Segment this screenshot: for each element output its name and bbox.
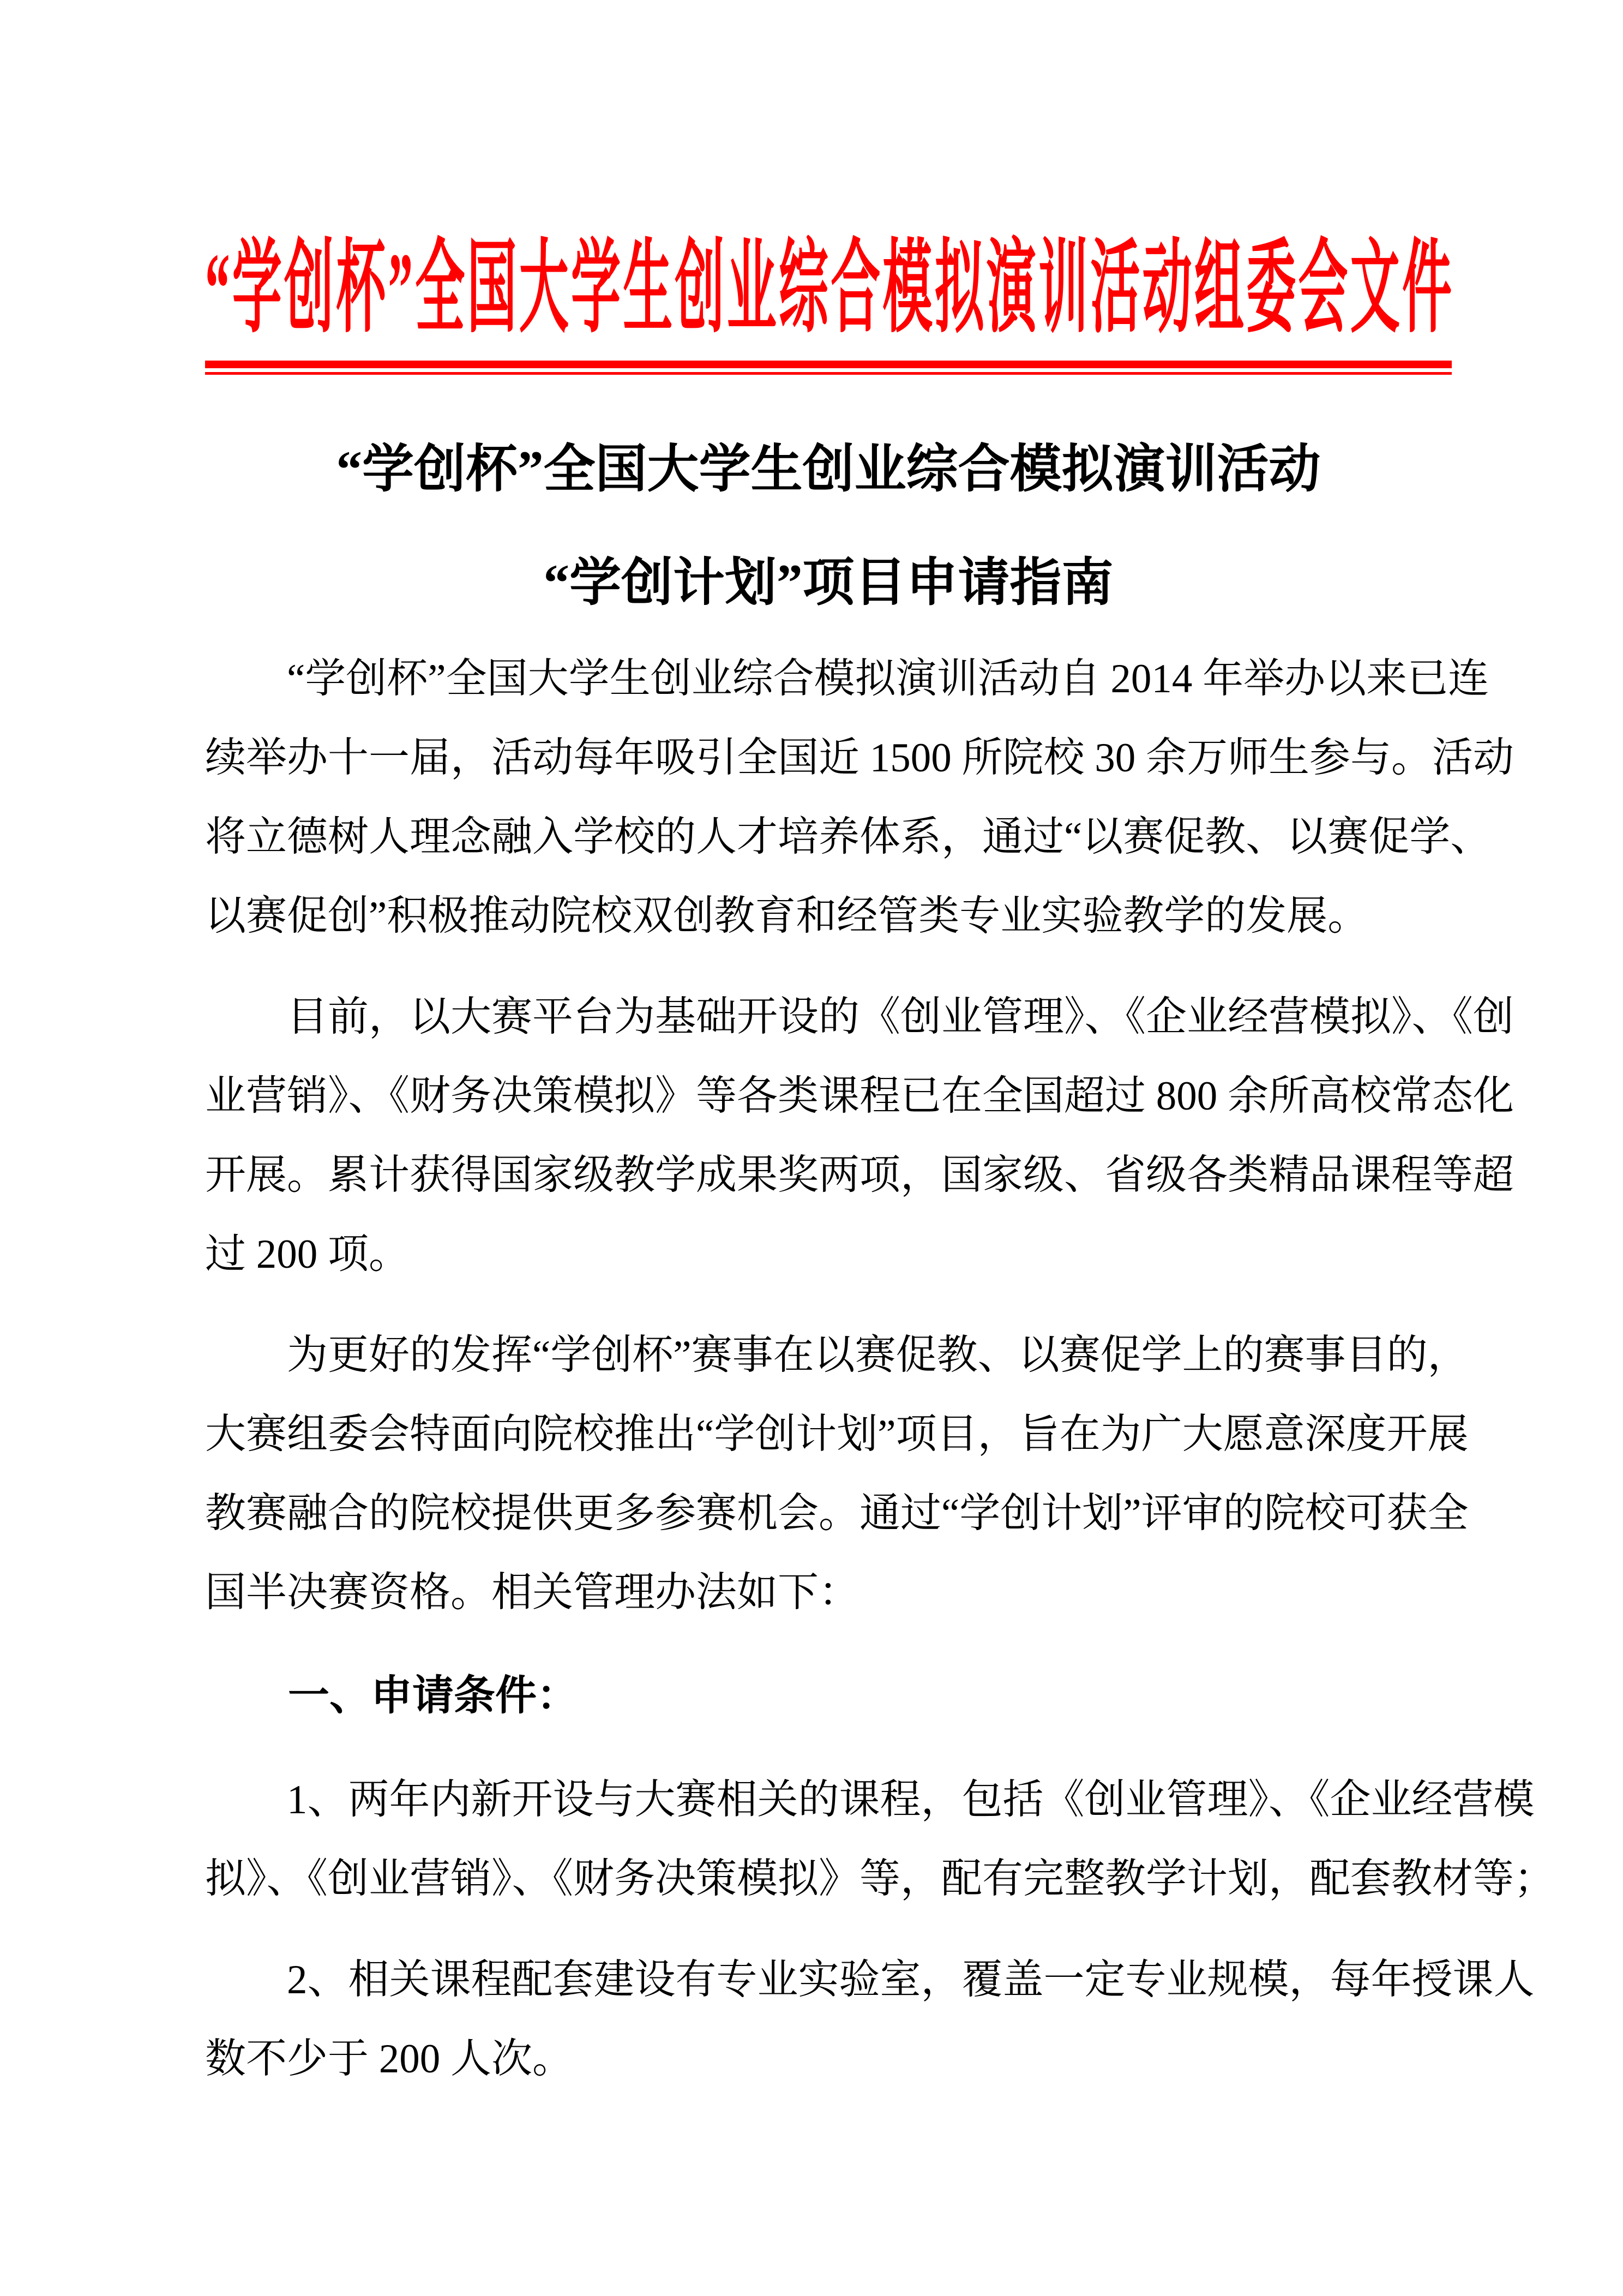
document-header-banner <box>205 232 1452 345</box>
text-line: 国半决赛资格。相关管理办法如下： <box>205 1570 860 1615</box>
paragraph-condition-2 <box>205 1940 1535 2099</box>
text-line: 数不少于 200 人次。 <box>205 2036 574 2082</box>
divider-thick-line <box>205 361 1452 368</box>
document-title <box>205 412 1452 639</box>
banner-text: “学创杯”全国大学生创业综合模拟演训活动组委会文件 <box>205 232 1452 345</box>
paragraph-purpose <box>205 1316 1469 1632</box>
text-line: 将立德树人理念融入学校的人才培养体系，通过“以赛促教、以赛促学、 <box>205 814 1492 860</box>
divider-thin-line <box>205 372 1452 375</box>
document-body <box>205 639 1555 2099</box>
text-line: 续举办十一届，活动每年吸引全国近 1500 所院校 30 余万师生参与。活动 <box>205 735 1514 781</box>
document-content <box>0 232 1623 2099</box>
paragraph-condition-1 <box>205 1760 1555 1919</box>
title-line-1: “学创杯”全国大学生创业综合模拟演训活动 <box>336 440 1321 498</box>
title-line-2: “学创计划”项目申请指南 <box>543 554 1114 612</box>
header-divider <box>205 361 1452 375</box>
text-line: 大赛组委会特面向院校推出“学创计划”项目，旨在为广大愿意深度开展 <box>205 1412 1469 1457</box>
text-line: 拟》、《创业营销》、《财务决策模拟》等，配有完整教学计划，配套教材等； <box>205 1856 1555 1902</box>
text-line: 业营销》、《财务决策模拟》等各类课程已在全国超过 800 余所高校常态化 <box>205 1074 1514 1119</box>
text-line: 开展。累计获得国家级教学成果奖两项，国家级、省级各类精品课程等超 <box>205 1153 1514 1198</box>
section-heading-application-conditions: 一、申请条件： <box>288 1673 578 1719</box>
text-line: 1、两年内新开设与大赛相关的课程，包括《创业管理》、《企业经营模 <box>287 1777 1535 1823</box>
paragraph-intro <box>205 639 1514 956</box>
text-line: “学创杯”全国大学生创业综合模拟演训活动自 2014 年举办以来已连 <box>287 656 1489 702</box>
text-line: 以赛促创”积极推动院校双创教育和经管类专业实验教学的发展。 <box>205 894 1369 939</box>
text-line: 教赛融合的院校提供更多参赛机会。通过“学创计划”评审的院校可获全 <box>205 1491 1469 1536</box>
text-line: 过 200 项。 <box>205 1232 410 1277</box>
paragraph-courses <box>205 978 1514 1294</box>
text-line: 为更好的发挥“学创杯”赛事在以赛促教、以赛促学上的赛事目的， <box>287 1333 1469 1378</box>
text-line: 目前，以大赛平台为基础开设的《创业管理》、《企业经营模拟》、《创 <box>287 994 1514 1040</box>
text-line: 2、相关课程配套建设有专业实验室，覆盖一定专业规模，每年授课人 <box>287 1957 1535 2003</box>
